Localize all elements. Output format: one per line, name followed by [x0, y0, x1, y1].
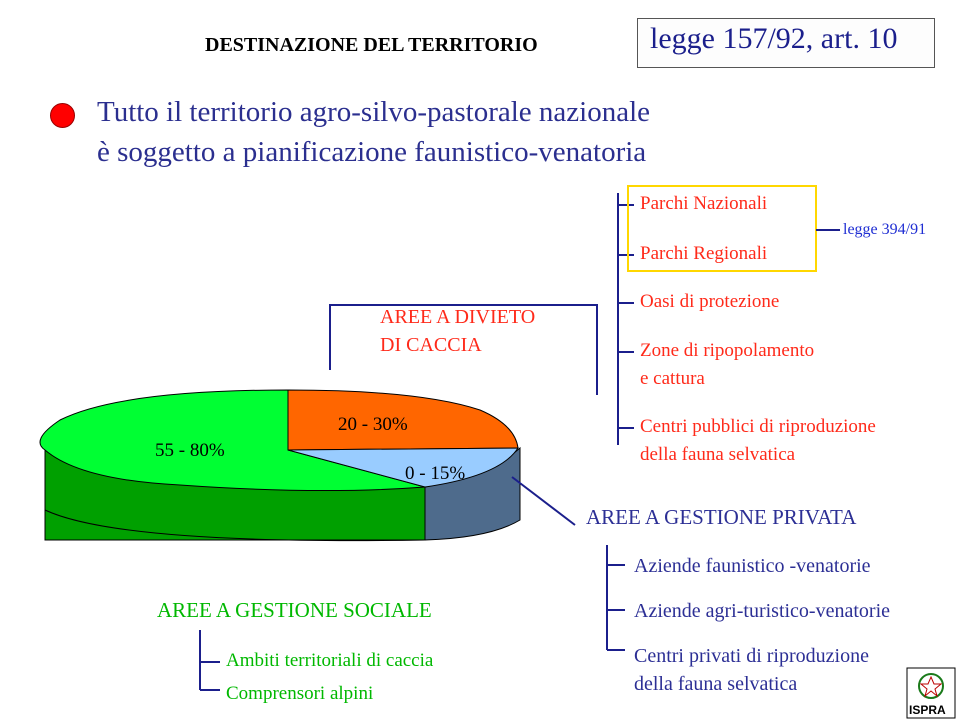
- divieto-item-zone-line-2: e cattura: [640, 368, 705, 389]
- privata-item-aziende-fv: Aziende faunistico -venatorie: [634, 555, 871, 577]
- divieto-title-line-1: AREE A DIVIETO: [380, 306, 536, 328]
- intro-line-2: è soggetto a pianificazione faunistico-venatoria: [97, 136, 647, 168]
- pie-label-green: 55 - 80%: [155, 440, 225, 461]
- sociale-item-ambiti: Ambiti territoriali di caccia: [226, 650, 434, 671]
- pie-to-privata-connector: [512, 477, 575, 525]
- divieto-item-centri-line-2: della fauna selvatica: [640, 444, 796, 465]
- divieto-item-centri-line-1: Centri pubblici di riproduzione: [640, 416, 876, 437]
- pie-label-orange: 20 - 30%: [338, 414, 408, 435]
- divieto-item-oasi: Oasi di protezione: [640, 291, 780, 312]
- page-title: DESTINAZIONE DEL TERRITORIO: [205, 34, 538, 56]
- pie-label-blue: 0 - 15%: [405, 463, 466, 484]
- law-reference-text: legge 157/92, art. 10: [650, 22, 898, 55]
- privata-item-centri-line-1: Centri privati di riproduzione: [634, 645, 869, 667]
- sociale-title: AREE A GESTIONE SOCIALE: [157, 598, 432, 622]
- privata-item-centri-line-2: della fauna selvatica: [634, 673, 798, 695]
- ispra-logo-text: ISPRA: [909, 703, 946, 717]
- privata-title: AREE A GESTIONE PRIVATA: [586, 505, 857, 529]
- sociale-item-comprensori: Comprensori alpini: [226, 683, 374, 704]
- privata-item-aziende-atv: Aziende agri-turistico-venatorie: [634, 600, 890, 622]
- divieto-item-parchi-nazionali: Parchi Nazionali: [640, 193, 768, 214]
- divieto-item-parchi-regionali: Parchi Regionali: [640, 243, 768, 264]
- intro-line-1: Tutto il territorio agro-silvo-pastorale nazionale: [97, 96, 651, 128]
- law-394-label: legge 394/91: [843, 221, 927, 238]
- divieto-item-zone-line-1: Zone di ripopolamento: [640, 340, 815, 361]
- divieto-title-line-2: DI CACCIA: [380, 334, 482, 356]
